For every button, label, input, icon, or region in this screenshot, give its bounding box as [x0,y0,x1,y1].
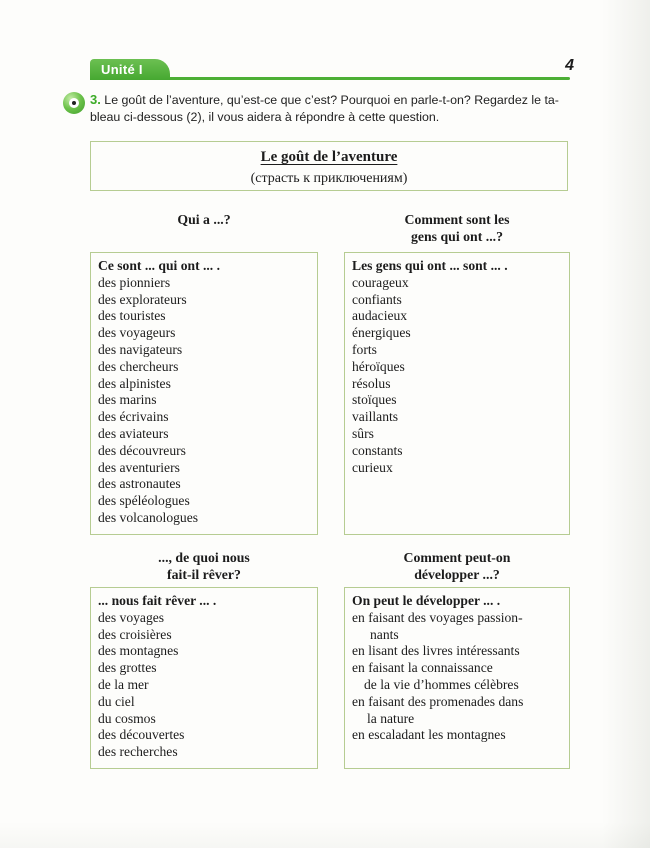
list-item: la nature [367,710,415,726]
list-item: du cosmos [98,710,156,726]
list-item: stoïques [352,392,397,408]
list-item: des découvreurs [98,442,186,458]
list-item: des aventuriers [98,459,180,475]
list-item: en lisant des livres intéressants [352,643,520,659]
list-item: vaillants [352,409,399,425]
vocab-box-header: Ce sont ... qui ont ... . [98,258,220,273]
list-item: en faisant la connaissance [352,660,493,676]
list-item: des voyages [98,609,165,625]
list-item: courageux [352,274,409,290]
table-title: Le goût de l’aventure [260,149,398,165]
list-item: des astronautes [98,476,181,492]
unit-tab [90,59,170,80]
list-item: des croisières [98,626,172,642]
list-item: de la mer [98,676,149,692]
vocab-list [352,275,565,477]
list-item: des recherches [98,744,178,760]
vocab-box-adjectifs [344,252,570,535]
exercise-instruction [90,91,576,126]
table-subtitle: (страсть к приключениям) [250,171,408,186]
exercise-line [90,91,576,109]
list-item: des touristes [98,308,166,324]
cd-audio-icon [63,92,85,114]
list-item: fait-il rêver? [167,567,241,582]
list-item: constants [352,442,403,458]
list-item: des alpinistes [98,375,171,391]
vocab-box-qui [90,252,318,535]
list-item: résolus [352,375,391,391]
list-item: nants [370,626,399,642]
list-item: gens qui ont ...? [410,229,503,244]
list-item: des grottes [98,660,157,676]
list-item: forts [352,341,377,357]
list-item: des chercheurs [98,358,179,374]
list-item: en escaladant les montagnes [352,727,506,743]
list-item: en faisant des promenades dans [352,693,524,709]
list-item: confiants [352,291,402,307]
question-qui-a [90,211,318,228]
exercise-number: 3. [90,92,101,107]
vocab-list [352,610,565,744]
list-item: curieux [352,459,393,475]
list-item: du ciel [98,693,135,709]
list-item: Qui a ...? [177,212,231,227]
list-item: des aviateurs [98,425,169,441]
vocab-box-header: Les gens qui ont ... sont ... . [352,258,508,273]
exercise-text: Le goût de l’aventure, qu’est-ce que c’est? Pourquoi en parle-t-on? Regardez le ta- [104,93,559,107]
list-item: audacieux [352,308,408,324]
vocab-box-rever [90,587,318,769]
question-comment-sont [344,211,570,245]
exercise-line: bleau ci-dessous (2), il vous aidera à répondre à cette question. [90,110,440,124]
list-item: des navigateurs [98,341,183,357]
vocab-list [98,610,313,761]
list-item: des pionniers [98,274,171,290]
list-item: en faisant des voyages passion- [352,609,523,625]
question-de-quoi-rever [90,549,318,583]
unit-label: Unité I [101,62,143,77]
list-item: des spéléologues [98,493,190,509]
vocab-box-header: On peut le développer ... . [352,593,501,608]
page-number: 4 [565,57,574,74]
list-item: des volcanologues [98,509,199,525]
list-item: développer ...? [414,567,500,582]
list-item: héroïques [352,358,405,374]
list-item: Comment sont les [404,212,510,227]
list-item: des montagnes [98,643,179,659]
table-title-box [90,141,568,191]
list-item: Comment peut-on [403,550,511,565]
list-item: des découvertes [98,727,185,743]
question-comment-developper [344,549,570,583]
list-item: des explorateurs [98,291,187,307]
list-item: énergiques [352,325,411,341]
list-item: des voyageurs [98,325,176,341]
vocab-box-developper [344,587,570,769]
list-item: sûrs [352,425,374,441]
vocab-box-header: ... nous fait rêver ... . [98,593,217,608]
list-item: des écrivains [98,409,169,425]
list-item: de la vie d’hommes célèbres [364,676,519,692]
vocab-list [98,275,313,527]
list-item: ..., de quoi nous [158,550,250,565]
list-item: des marins [98,392,157,408]
